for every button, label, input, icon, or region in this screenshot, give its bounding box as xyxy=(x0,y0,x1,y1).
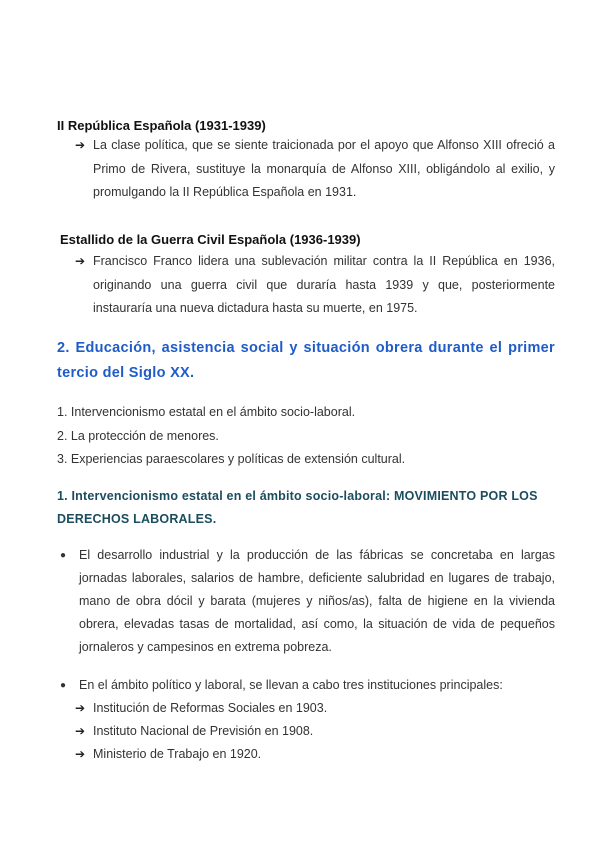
bullet-dot-icon: ● xyxy=(60,680,67,691)
bullet-dot-icon: ● xyxy=(60,550,67,561)
institution-text: Ministerio de Trabajo en 1920. xyxy=(93,747,262,761)
arrow-list-item xyxy=(75,250,555,321)
bullet-text: El desarrollo industrial y la producción de las fábricas se concretaba en largas jornadas laborales, salarios de hambre, deficiente salubridad en lugares de trabajo, mano de obra dócil y barata (mujeres y niños/as), falta de higiene en la vivienda obrera, elevadas tasas de mortalidad, así como, la situación de vida de pequeños jornaleros y campesinos en extrema pobreza. xyxy=(79,548,555,654)
numbered-list xyxy=(57,401,537,472)
section-body-republica xyxy=(75,134,555,205)
bullet-list-2 xyxy=(57,674,555,766)
heading-educacion: 2. Educación, asistencia social y situación obrera durante el primer tercio del Siglo XX. xyxy=(57,340,555,381)
bullet-list xyxy=(57,544,555,659)
arrow-right-icon: ➔ xyxy=(75,747,86,761)
section-title-guerra-civil: Estallido de la Guerra Civil Española (1936-1939) xyxy=(60,232,361,247)
subheading-intervencionismo: 1. Intervencionismo estatal en el ámbito socio-laboral: MOVIMIENTO POR LOS DERECHOS LABORALES. xyxy=(57,489,538,526)
bullet-list-item xyxy=(57,674,555,697)
arrow-list-item xyxy=(75,697,555,720)
arrow-list-item xyxy=(75,743,555,766)
sub-arrow-list xyxy=(75,697,555,766)
bullet-list-item xyxy=(57,544,555,659)
numbered-list-item: 1. Intervencionismo estatal en el ámbito socio-laboral. xyxy=(57,405,356,419)
arrow-list-item xyxy=(75,720,555,743)
numbered-list-item: 3. Experiencias paraescolares y políticas de extensión cultural. xyxy=(57,452,406,466)
arrow-right-icon: ➔ xyxy=(75,701,86,715)
arrow-list-item xyxy=(75,134,555,205)
section-body-guerra-civil xyxy=(75,250,555,321)
arrow-right-icon: ➔ xyxy=(75,724,86,738)
paragraph-text: La clase política, que se siente traicionada por el apoyo que Alfonso XIII ofreció a Primo de Rivera, sustituye la monarquía de Alfonso XIII, obligándolo al exilio, y promulgando la II República Española en 1931. xyxy=(93,138,555,199)
arrow-right-icon: ➔ xyxy=(75,254,86,268)
numbered-list-item: 2. La protección de menores. xyxy=(57,428,219,443)
institution-text: Institución de Reformas Sociales en 1903. xyxy=(93,701,328,715)
paragraph-text: Francisco Franco lidera una sublevación militar contra la II República en 1936, originando una guerra civil que duraría hasta 1939 y que, posteriormente instauraría una nueva dictadura hasta su muerte, en 1975. xyxy=(93,254,555,315)
section-title-republica: II República Española (1931-1939) xyxy=(57,118,266,133)
bullet-text: En el ámbito político y laboral, se llevan a cabo tres instituciones principales: xyxy=(79,678,503,692)
arrow-right-icon: ➔ xyxy=(75,138,86,152)
institution-text: Instituto Nacional de Previsión en 1908. xyxy=(93,724,314,738)
